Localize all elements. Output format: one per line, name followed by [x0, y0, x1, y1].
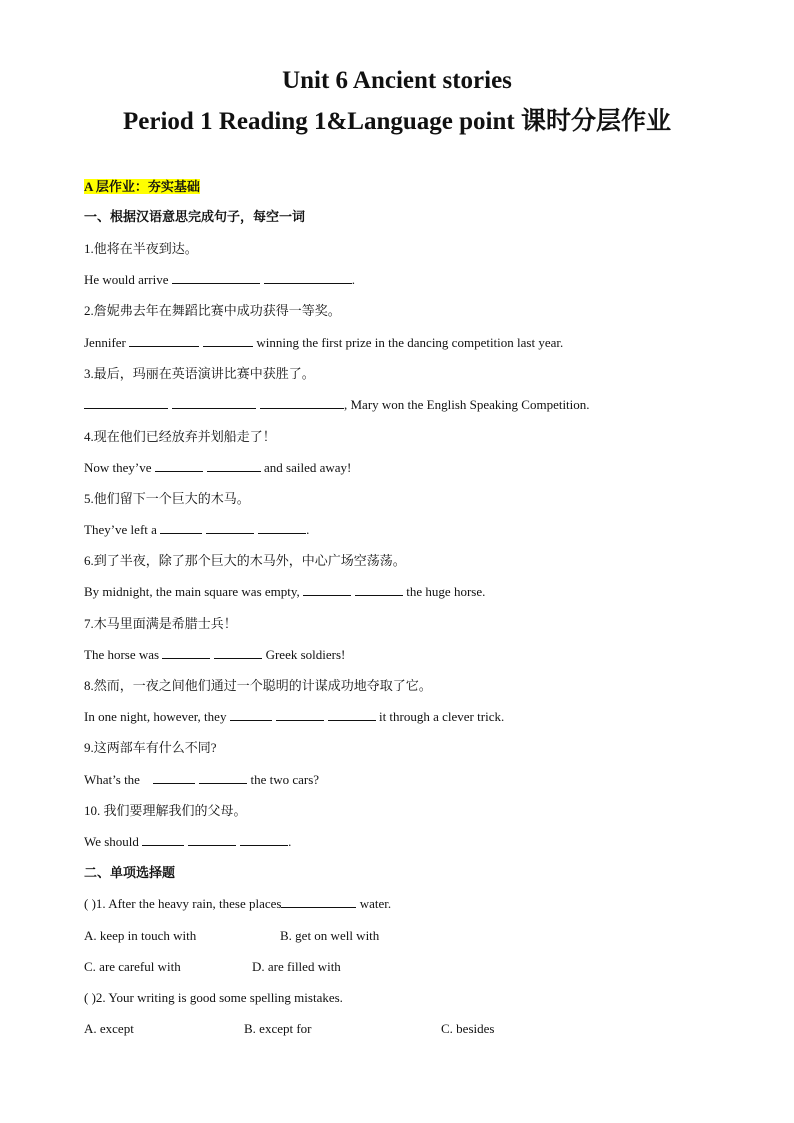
sentence-text: . [306, 522, 310, 537]
answer-blank[interactable] [84, 396, 168, 409]
question-cn-10: 10. 我们要理解我们的父母。 [84, 803, 247, 818]
mc-option-a[interactable]: A. except [84, 1021, 134, 1036]
answer-blank[interactable] [203, 334, 253, 347]
answer-blank[interactable] [214, 646, 262, 659]
sentence-text: Now they’ve [84, 460, 155, 475]
question-cn-8: 8.然而，一夜之间他们通过一个聪明的计谋成功地夺取了它。 [84, 678, 432, 693]
question-en-4 [84, 459, 351, 477]
sentence-text: Jennifer [84, 335, 130, 350]
sentence-text: By midnight, the main square was empty, [84, 584, 304, 599]
sentence-text: it through a clever trick. [375, 709, 505, 724]
answer-blank[interactable] [230, 708, 272, 721]
mc-option-a[interactable]: A. keep in touch with [84, 928, 197, 943]
sentence-text: , Mary won the English Speaking Competition. [344, 397, 590, 412]
sentence-text: The horse was [84, 647, 163, 662]
mc-question-2: ( )2. Your writing is good some spelling mistakes. [84, 990, 343, 1005]
question-cn-7: 7.木马里面满是希腊士兵！ [84, 616, 237, 631]
answer-blank[interactable] [328, 708, 376, 721]
section-a-highlight: A 层作业：夯实基础 [84, 179, 200, 194]
sentence-text: In one night, however, they [84, 709, 230, 724]
question-cn-1: 1.他将在半夜到达。 [84, 241, 198, 256]
question-en-5 [84, 521, 309, 539]
sentence-text: . [288, 834, 292, 849]
sentence-text: winning the first prize in the dancing competition last year. [253, 335, 564, 350]
mc-option-b[interactable]: B. except for [244, 1021, 312, 1036]
mc-question-1 [84, 895, 391, 913]
answer-blank[interactable] [129, 334, 199, 347]
answer-blank[interactable] [155, 459, 203, 472]
sentence-text: the two cars? [247, 772, 320, 787]
sentence-text: Greek soldiers! [262, 647, 346, 662]
question-en-3 [84, 396, 590, 414]
question-cn-4: 4.现在他们已经放弃并划船走了！ [84, 429, 276, 444]
sentence-text: He would arrive [84, 272, 172, 287]
sentence-text: . [351, 272, 355, 287]
answer-blank[interactable] [260, 396, 344, 409]
question-en-10 [84, 833, 291, 851]
mc-option-b[interactable]: B. get on well with [280, 928, 380, 943]
question-cn-2: 2.詹妮弗去年在舞蹈比赛中成功获得一等奖。 [84, 303, 341, 318]
part2-heading: 二、单项选择题 [84, 865, 176, 880]
question-cn-6: 6.到了半夜，除了那个巨大的木马外，中心广场空荡荡。 [84, 553, 406, 568]
answer-blank[interactable] [142, 833, 184, 846]
sentence-text: the huge horse. [403, 584, 486, 599]
mc-option-c[interactable]: C. besides [441, 1021, 495, 1036]
sentence-text: We should [84, 834, 143, 849]
answer-blank[interactable] [240, 833, 288, 846]
question-cn-5: 5.他们留下一个巨大的木马。 [84, 491, 250, 506]
part1-heading: 一、根据汉语意思完成句子，每空一词 [84, 209, 306, 224]
question-en-8 [84, 708, 504, 726]
answer-blank[interactable] [355, 583, 403, 596]
question-en-7 [84, 646, 345, 664]
answer-blank[interactable] [276, 708, 324, 721]
page-subtitle: Period 1 Reading 1&Language point 课时分层作业 [123, 108, 671, 135]
question-en-6 [84, 583, 485, 601]
question-en-9 [84, 771, 319, 789]
answer-blank[interactable] [188, 833, 236, 846]
mc-option-d[interactable]: D. are filled with [252, 959, 341, 974]
answer-blank[interactable] [172, 396, 256, 409]
mc-stem: ( )1. After the heavy rain, these places [84, 896, 282, 911]
answer-blank[interactable] [172, 271, 260, 284]
answer-blank[interactable] [281, 895, 356, 908]
question-en-1 [84, 271, 355, 289]
answer-blank[interactable] [206, 521, 254, 534]
sentence-text: and sailed away! [260, 460, 352, 475]
section-a-label [84, 178, 200, 196]
sentence-text: What’s the [84, 772, 144, 787]
mc-option-c[interactable]: C. are careful with [84, 959, 181, 974]
question-cn-3: 3.最后，玛丽在英语演讲比赛中获胜了。 [84, 366, 315, 381]
answer-blank[interactable] [207, 459, 261, 472]
answer-blank[interactable] [264, 271, 352, 284]
mc-stem: water. [356, 896, 392, 911]
answer-blank[interactable] [199, 771, 247, 784]
answer-blank[interactable] [160, 521, 202, 534]
question-en-2 [84, 334, 563, 352]
answer-blank[interactable] [258, 521, 306, 534]
question-cn-9: 9.这两部车有什么不同? [84, 740, 217, 755]
answer-blank[interactable] [303, 583, 351, 596]
sentence-text: They’ve left a [84, 522, 161, 537]
answer-blank[interactable] [153, 771, 195, 784]
page-title: Unit 6 Ancient stories [282, 67, 512, 94]
answer-blank[interactable] [162, 646, 210, 659]
